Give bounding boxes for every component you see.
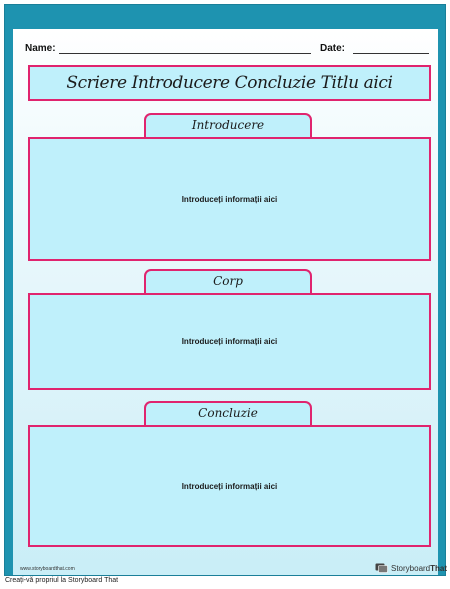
tab-label-concluzie: Concluzie: [198, 406, 258, 420]
section-placeholder-concluzie: Introduceți informații aici: [181, 481, 278, 491]
storyboard-logo-text: StoryboardThat: [391, 563, 448, 573]
title-box[interactable]: [28, 65, 431, 101]
date-field-line[interactable]: [353, 53, 429, 54]
section-box-introducere[interactable]: [28, 137, 431, 261]
worksheet-frame: [4, 4, 446, 576]
tab-label-corp: Corp: [213, 274, 243, 288]
section-placeholder-introducere: Introduceți informații aici: [181, 194, 278, 204]
name-date-row: [25, 43, 427, 59]
section-box-corp[interactable]: [28, 293, 431, 390]
section-box-concluzie[interactable]: [28, 425, 431, 547]
name-field-line[interactable]: [59, 53, 311, 54]
storyboardthat-logo: [375, 562, 447, 574]
tab-introducere: [144, 113, 312, 139]
name-label: Name:: [25, 43, 56, 54]
date-label: Date:: [320, 43, 346, 54]
tab-concluzie: [144, 401, 312, 427]
page-caption: Creați-vă propriul la Storyboard That: [5, 577, 119, 584]
footer-url: www.storyboardthat.com: [20, 566, 75, 572]
worksheet-sheet: [13, 29, 448, 575]
tab-label-introducere: Introducere: [191, 118, 265, 132]
storyboard-logo-icon: [375, 563, 388, 573]
worksheet-title: Scriere Introducere Concluzie Titlu aici: [66, 73, 393, 93]
section-placeholder-corp: Introduceți informații aici: [181, 337, 278, 346]
tab-corp: [144, 269, 312, 295]
